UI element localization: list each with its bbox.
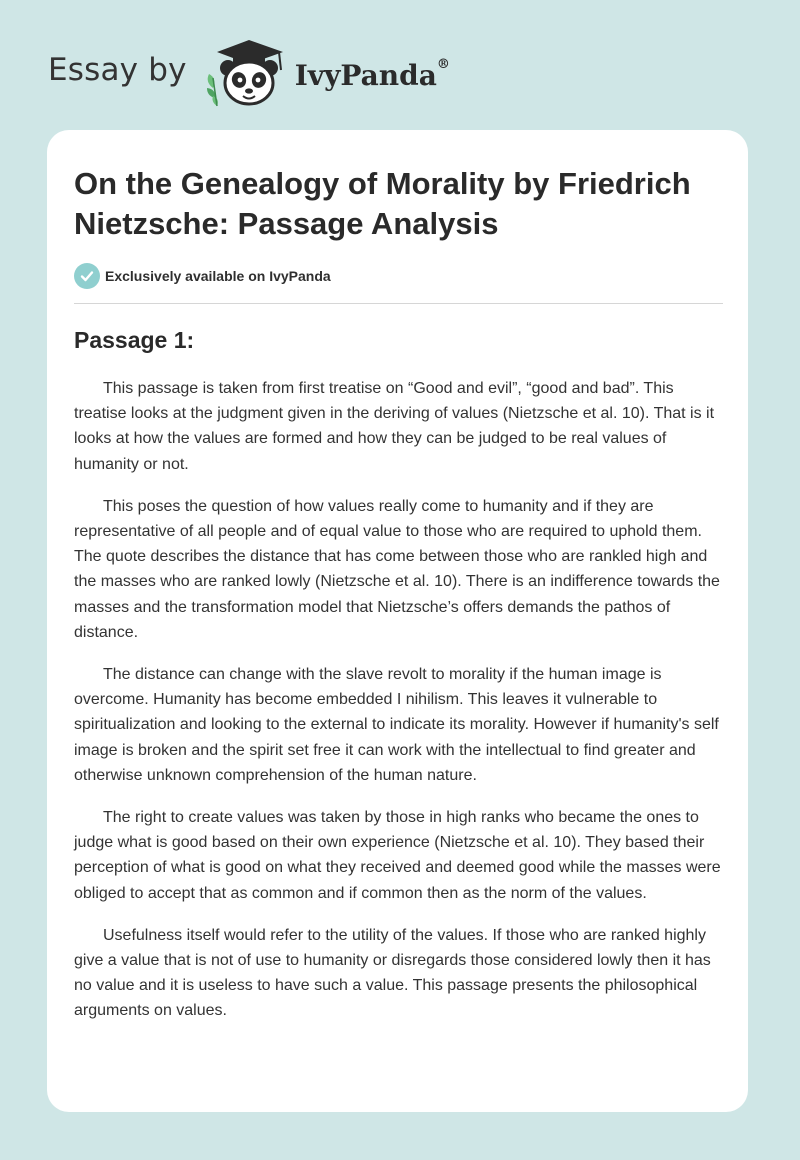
exclusive-badge [74, 263, 331, 289]
paragraph-5: Usefulness itself would refer to the utility of the values. If those who are ranked highly give a value that is not of use to humanity or disregards those considered lowly then it has no value and it is useless to have such a value. This passage presents the philosophical arguments on values. [74, 926, 711, 1020]
essay-body [74, 376, 725, 1041]
panda-logo-icon [203, 38, 291, 108]
registered-mark: ® [436, 56, 450, 72]
brand-prefix: Essay by [48, 52, 187, 88]
check-circle-icon [74, 263, 100, 289]
paragraph-4: The right to create values was taken by those in high ranks who became the ones to judge what is good based on their own experience (Nietzsche et al. 10). They based their perception of what is good on what they received and deemed good while the masses were obliged to accept that as common and if common then as the norm of the values. [74, 809, 721, 902]
section-heading: Passage 1: [74, 327, 195, 353]
essay-card [47, 130, 748, 1112]
exclusive-badge-text: Exclusively available on IvyPanda [105, 268, 331, 284]
paragraph-2: This poses the question of how values really come to humanity and if they are representative of all people and of equal value to those who are required to uphold them. The quote describes the distance that has come between those who are rankled high and the masses who are ranked lowly (Nietzsche et al. 10). There is an indifference towards the masses and the transformation model that Nietzsche’s offers demands the pathos of distance. [74, 497, 720, 641]
page-title: On the Genealogy of Morality by Friedrich Nietzsche: Passage Analysis [74, 166, 691, 241]
title-divider [74, 303, 723, 304]
brand-header [48, 38, 450, 108]
brand-name: IvyPanda® [294, 56, 450, 92]
paragraph-3: The distance can change with the slave revolt to morality if the human image is overcome. Humanity has become embedded I nihilism. This leaves it vulnerable to spiritualization and looking to the external to indicate its morality. However if humanity's self image is broken and the spirit set free it can work with the intellectual to find greater and otherwise unknown comprehension of the human nature. [74, 666, 719, 784]
paragraph-1: This passage is taken from first treatise on “Good and evil”, “good and bad”. This treatise looks at the judgment given in the deriving of values (Nietzsche et al. 10). That is it looks at how the values are formed and how they can be judged to be real values of humanity or not. [74, 380, 715, 473]
